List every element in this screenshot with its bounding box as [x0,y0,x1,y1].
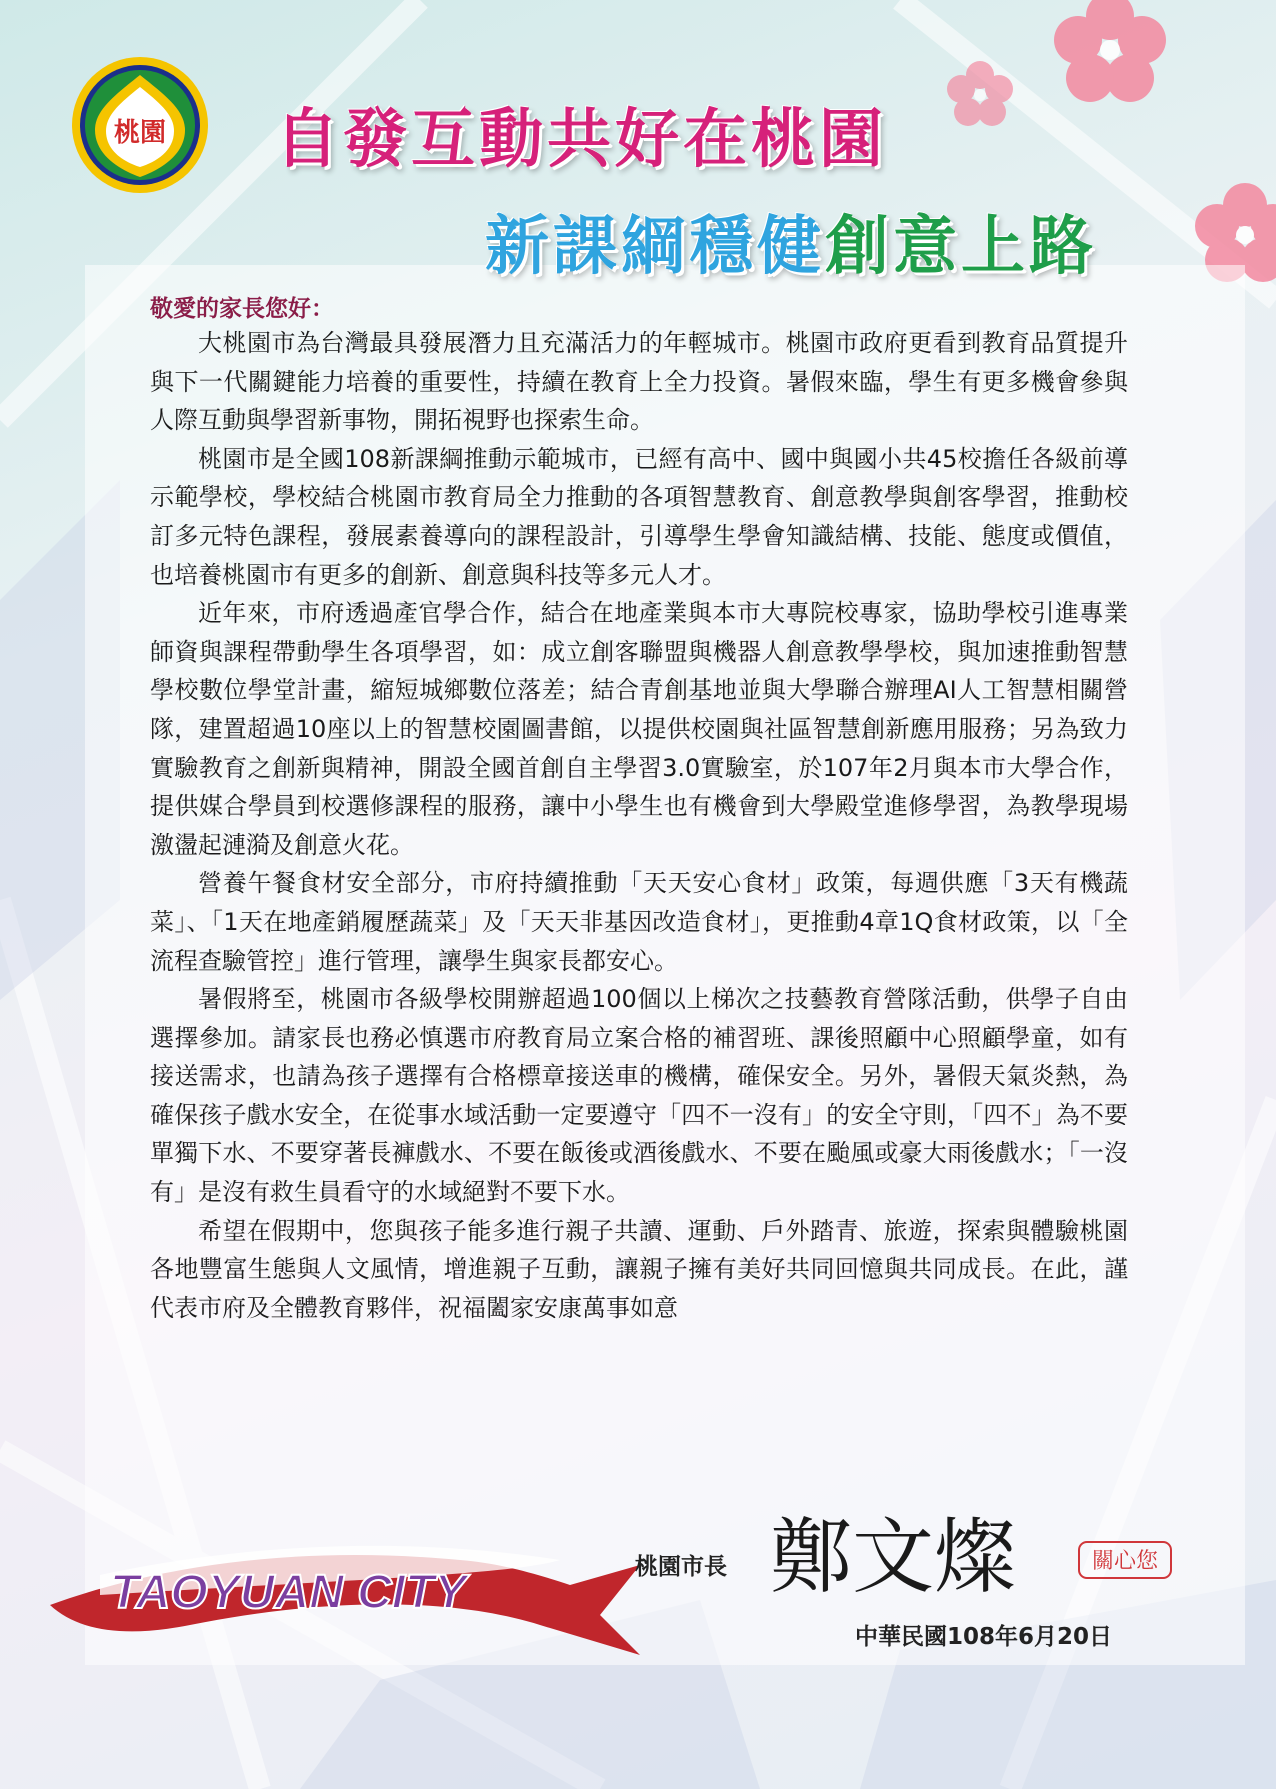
letter-paragraph: 希望在假期中，您與孩子能多進行親子共讀、運動、戶外踏青、旅遊，探索與體驗桃園各地豐富生態與人文風情，增進親子互動，讓親子擁有美好共同回憶與共同成長。在此，謹代表市府及全體教育夥伴，祝福闔家安康萬事如意 [150,1216,1128,1322]
letter-paragraph: 暑假將至，桃園市各級學校開辦超過100個以上梯次之技藝教育營隊活動，供學子自由選擇參加。請家長也務必慎選市府教育局立案合格的補習班、課後照顧中心照顧學童，如有接送需求，也請為孩子選擇有合格標章接送車的機構，確保安全。另外，暑假天氣炎熱，為確保孩子戲水安全，在從事水域活動一定要遵守「四不一沒有」的安全守則，「四不」為不要單獨下水、不要穿著長褲戲水、不要在飯後或酒後戲水、不要在颱風或豪大雨後戲水；「一沒有」是沒有救生員看守的水域絕對不要下水。 [150,985,1128,1207]
signature-name: 鄭文燦 [770,1510,1017,1605]
headline-title: 自發互動共好在桃園 [275,103,887,177]
letter-body [150,324,1128,1327]
handwritten-signature [770,1505,1070,1605]
taoyuan-emblem-logo [70,55,210,195]
red-seal-stamp [1077,1540,1173,1580]
subtitle-green-part: 創意上路 [825,210,1097,284]
logo-text: 桃園 [113,118,167,148]
letter-paragraph: 近年來，市府透過產官學合作，結合在地產業與本市大專院校專家，協助學校引進專業師資與課程帶動學生各項學習，如：成立創客聯盟與機器人創意教學學校，與加速推動智慧學校數位學堂計畫，縮短城鄉數位落差；結合青創基地並與大學聯合辦理AI人工智慧相關營隊，建置超過10座以上的智慧校園圖書館，以提供校園與社區智慧創新應用服務；另為致力實驗教育之創新與精神，開設全國首創自主學習3.0實驗室，於107年2月與本市大學合作，提供媒合學員到校選修課程的服務，讓中小學生也有機會到大學殿堂進修學習，為教學現場激盪起漣漪及創意火花。 [150,599,1128,859]
headline-subtitle [485,195,1097,287]
letter-paragraph: 營養午餐食材安全部分，市府持續推動「天天安心食材」政策，每週供應「3天有機蔬菜」、「1天在地產銷履歷蔬菜」及「天天非基因改造食材」，更推動4章1Q食材政策，以「全流程查驗管控」進行管理，讓學生與家長都安心。 [150,869,1128,975]
banner-text: TAOYUAN CITY [110,1566,467,1619]
seal-text: 關心您 [1091,1549,1159,1574]
letter-paragraph: 桃園市是全國108新課綱推動示範城市，已經有高中、國中與國小共45校擔任各級前導示範學校，學校結合桃園市教育局全力推動的各項智慧教育、創意教學與創客學習，推動校訂多元特色課程，發展素養導向的課程設計，引導學生學會知識結構、技能、態度或價值，也培養桃園市有更多的創新、創意與科技等多元人才。 [150,444,1128,589]
letter-date: 中華民國108年6月20日 [855,1624,1113,1650]
subtitle-blue-part: 新課綱穩健 [485,210,825,284]
taoyuan-city-ribbon-banner [40,1505,640,1655]
letter-salutation: 敬愛的家長您好： [150,296,334,322]
letter-paragraph: 大桃園市為台灣最具發展潛力且充滿活力的年輕城市。桃園市政府更看到教育品質提升與下一代關鍵能力培養的重要性，持續在教育上全力投資。暑假來臨，學生有更多機會參與人際互動與學習新事物，開拓視野也探索生命。 [150,329,1128,435]
signer-title: 桃園市長 [635,1554,727,1580]
